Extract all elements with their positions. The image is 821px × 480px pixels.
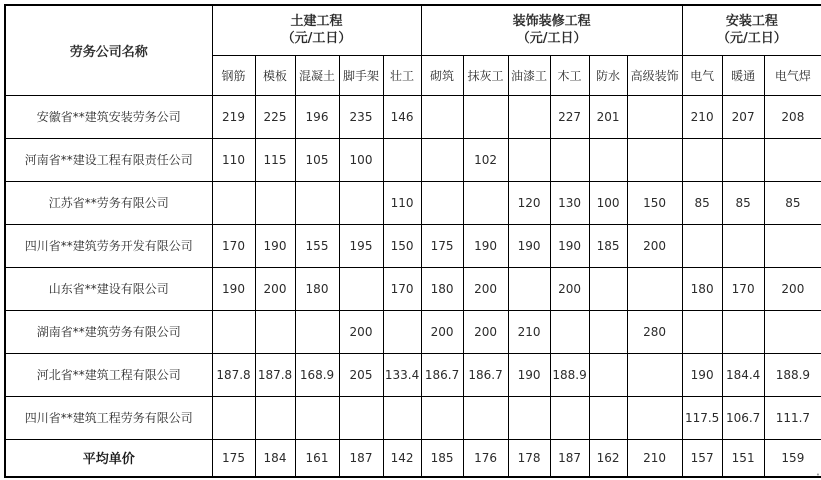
- price-cell: 200: [421, 310, 463, 353]
- price-cell: [339, 267, 383, 310]
- price-cell: [508, 267, 550, 310]
- price-cell: 200: [550, 267, 589, 310]
- company-name-cell: 江苏省**劳务有限公司: [5, 181, 212, 224]
- price-cell: 180: [295, 267, 339, 310]
- price-cell: [339, 181, 383, 224]
- price-cell: [508, 95, 550, 138]
- price-cell: 155: [295, 224, 339, 267]
- price-cell: 105: [295, 138, 339, 181]
- price-cell: [295, 310, 339, 353]
- price-cell: [722, 224, 764, 267]
- col-header-electrical: 电气: [682, 55, 722, 95]
- price-cell: 200: [339, 310, 383, 353]
- group-title: 安装工程: [725, 14, 778, 30]
- price-cell: 115: [255, 138, 295, 181]
- price-cell: 180: [682, 267, 722, 310]
- price-cell: 186.7: [421, 353, 463, 396]
- col-header-scaffolding: 脚手架: [339, 55, 383, 95]
- price-cell: 130: [550, 181, 589, 224]
- price-cell: 280: [627, 310, 682, 353]
- table-row: [5, 267, 821, 310]
- price-cell: [339, 396, 383, 439]
- price-cell: 180: [421, 267, 463, 310]
- col-header-hvac: 暖通: [722, 55, 764, 95]
- price-cell: 205: [339, 353, 383, 396]
- price-cell: 190: [463, 224, 508, 267]
- price-cell: [589, 396, 627, 439]
- price-cell: [589, 310, 627, 353]
- price-cell: [255, 310, 295, 353]
- price-cell: 110: [212, 138, 255, 181]
- price-cell: 201: [589, 95, 627, 138]
- price-cell: [212, 181, 255, 224]
- group-header-civil-works: [212, 5, 421, 55]
- price-cell: 200: [764, 267, 821, 310]
- price-cell: 168.9: [295, 353, 339, 396]
- price-cell: [508, 138, 550, 181]
- price-cell: 162: [589, 439, 627, 477]
- price-cell: [589, 353, 627, 396]
- table-row: [5, 396, 821, 439]
- price-cell: 196: [295, 95, 339, 138]
- price-cell: [550, 310, 589, 353]
- group-header-decoration-works: [421, 5, 682, 55]
- table-row: [5, 138, 821, 181]
- price-cell: 210: [508, 310, 550, 353]
- price-cell: 175: [212, 439, 255, 477]
- price-cell: [295, 181, 339, 224]
- price-cell: [295, 396, 339, 439]
- col-header-carpentry: 木工: [550, 55, 589, 95]
- price-cell: 188.9: [550, 353, 589, 396]
- price-cell: 185: [421, 439, 463, 477]
- price-cell: 146: [383, 95, 421, 138]
- col-header-masonry: 砌筑: [421, 55, 463, 95]
- price-cell: 195: [339, 224, 383, 267]
- price-cell: 190: [550, 224, 589, 267]
- price-cell: [722, 310, 764, 353]
- company-name-cell: 四川省**建筑工程劳务有限公司: [5, 396, 212, 439]
- price-cell: 85: [764, 181, 821, 224]
- summary-row: [5, 439, 821, 477]
- company-name-cell: 山东省**建设有限公司: [5, 267, 212, 310]
- price-cell: 187.8: [212, 353, 255, 396]
- col-header-rebar: 钢筋: [212, 55, 255, 95]
- price-cell: 150: [383, 224, 421, 267]
- price-cell: 185: [589, 224, 627, 267]
- col-header-painting: 油漆工: [508, 55, 550, 95]
- group-title: 装饰装修工程: [512, 14, 591, 30]
- price-cell: 178: [508, 439, 550, 477]
- price-cell: 85: [682, 181, 722, 224]
- col-header-plastering: 抹灰工: [463, 55, 508, 95]
- price-cell: 111.7: [764, 396, 821, 439]
- price-cell: 161: [295, 439, 339, 477]
- price-cell: [589, 138, 627, 181]
- company-name-cell: 河北省**建筑工程有限公司: [5, 353, 212, 396]
- price-cell: 85: [722, 181, 764, 224]
- price-cell: 102: [463, 138, 508, 181]
- price-cell: 100: [339, 138, 383, 181]
- col-header-electric-welding: 电气焊: [764, 55, 821, 95]
- price-cell: 151: [722, 439, 764, 477]
- price-cell: [764, 138, 821, 181]
- price-cell: 157: [682, 439, 722, 477]
- price-cell: 227: [550, 95, 589, 138]
- price-cell: 235: [339, 95, 383, 138]
- price-cell: 176: [463, 439, 508, 477]
- company-name-cell: 湖南省**建筑劳务有限公司: [5, 310, 212, 353]
- price-cell: 200: [255, 267, 295, 310]
- price-cell: [421, 181, 463, 224]
- price-cell: [627, 267, 682, 310]
- price-cell: 210: [627, 439, 682, 477]
- col-header-general-labor: 壮工: [383, 55, 421, 95]
- price-cell: [627, 353, 682, 396]
- group-header-installation-works: [682, 5, 821, 55]
- table-row: [5, 95, 821, 138]
- group-unit: （元/工日）: [281, 31, 352, 47]
- price-cell: 159: [764, 439, 821, 477]
- price-cell: [508, 396, 550, 439]
- price-cell: [255, 181, 295, 224]
- col-header-premium-decoration: 高级装饰: [627, 55, 682, 95]
- price-cell: 170: [212, 224, 255, 267]
- company-name-cell: 安徽省**建筑安装劳务公司: [5, 95, 212, 138]
- col-header-formwork: 模板: [255, 55, 295, 95]
- price-cell: 187: [339, 439, 383, 477]
- table-row: [5, 224, 821, 267]
- labor-price-table: [4, 4, 821, 478]
- price-cell: 200: [463, 267, 508, 310]
- price-cell: 120: [508, 181, 550, 224]
- table-row: [5, 353, 821, 396]
- price-cell: 207: [722, 95, 764, 138]
- price-cell: [383, 310, 421, 353]
- price-cell: 208: [764, 95, 821, 138]
- price-cell: 190: [508, 224, 550, 267]
- price-cell: 175: [421, 224, 463, 267]
- company-name-cell: 四川省**建筑劳务开发有限公司: [5, 224, 212, 267]
- price-cell: 225: [255, 95, 295, 138]
- price-cell: 117.5: [682, 396, 722, 439]
- company-name-column-header: 劳务公司名称: [5, 5, 212, 95]
- price-cell: 106.7: [722, 396, 764, 439]
- price-cell: 190: [508, 353, 550, 396]
- price-cell: 184.4: [722, 353, 764, 396]
- group-header-row: [5, 5, 821, 55]
- price-cell: 110: [383, 181, 421, 224]
- price-cell: [550, 138, 589, 181]
- price-cell: [255, 396, 295, 439]
- summary-row-label: 平均单价: [5, 439, 212, 477]
- price-cell: 210: [682, 95, 722, 138]
- table-body: [5, 95, 821, 477]
- price-cell: 200: [627, 224, 682, 267]
- price-cell: [589, 267, 627, 310]
- price-cell: 187.8: [255, 353, 295, 396]
- group-unit: （元/工日）: [717, 31, 787, 47]
- price-cell: [383, 138, 421, 181]
- price-cell: [722, 138, 764, 181]
- col-header-waterproofing: 防水: [589, 55, 627, 95]
- price-cell: [212, 396, 255, 439]
- price-cell: [682, 138, 722, 181]
- page-artifact-mark: •: [815, 471, 820, 479]
- price-cell: 150: [627, 181, 682, 224]
- price-cell: [421, 95, 463, 138]
- price-cell: 142: [383, 439, 421, 477]
- price-cell: 187: [550, 439, 589, 477]
- price-cell: 184: [255, 439, 295, 477]
- group-unit: （元/工日）: [516, 31, 587, 47]
- price-cell: [627, 138, 682, 181]
- price-cell: 219: [212, 95, 255, 138]
- price-cell: 190: [255, 224, 295, 267]
- price-cell: 200: [463, 310, 508, 353]
- price-cell: [764, 310, 821, 353]
- price-cell: 190: [682, 353, 722, 396]
- group-title: 土建工程: [290, 14, 343, 30]
- price-cell: 133.4: [383, 353, 421, 396]
- price-cell: [463, 95, 508, 138]
- company-name-cell: 河南省**建设工程有限责任公司: [5, 138, 212, 181]
- price-cell: 188.9: [764, 353, 821, 396]
- col-header-concrete: 混凝土: [295, 55, 339, 95]
- price-cell: [421, 396, 463, 439]
- price-cell: [383, 396, 421, 439]
- price-cell: 190: [212, 267, 255, 310]
- price-cell: 186.7: [463, 353, 508, 396]
- price-cell: [627, 396, 682, 439]
- price-cell: [550, 396, 589, 439]
- price-cell: [764, 224, 821, 267]
- price-cell: [421, 138, 463, 181]
- price-cell: [682, 224, 722, 267]
- price-cell: [463, 181, 508, 224]
- price-cell: [463, 396, 508, 439]
- price-cell: [682, 310, 722, 353]
- price-cell: 170: [383, 267, 421, 310]
- table-row: [5, 310, 821, 353]
- price-cell: [212, 310, 255, 353]
- price-cell: 170: [722, 267, 764, 310]
- price-cell: [627, 95, 682, 138]
- table-row: [5, 181, 821, 224]
- price-cell: 100: [589, 181, 627, 224]
